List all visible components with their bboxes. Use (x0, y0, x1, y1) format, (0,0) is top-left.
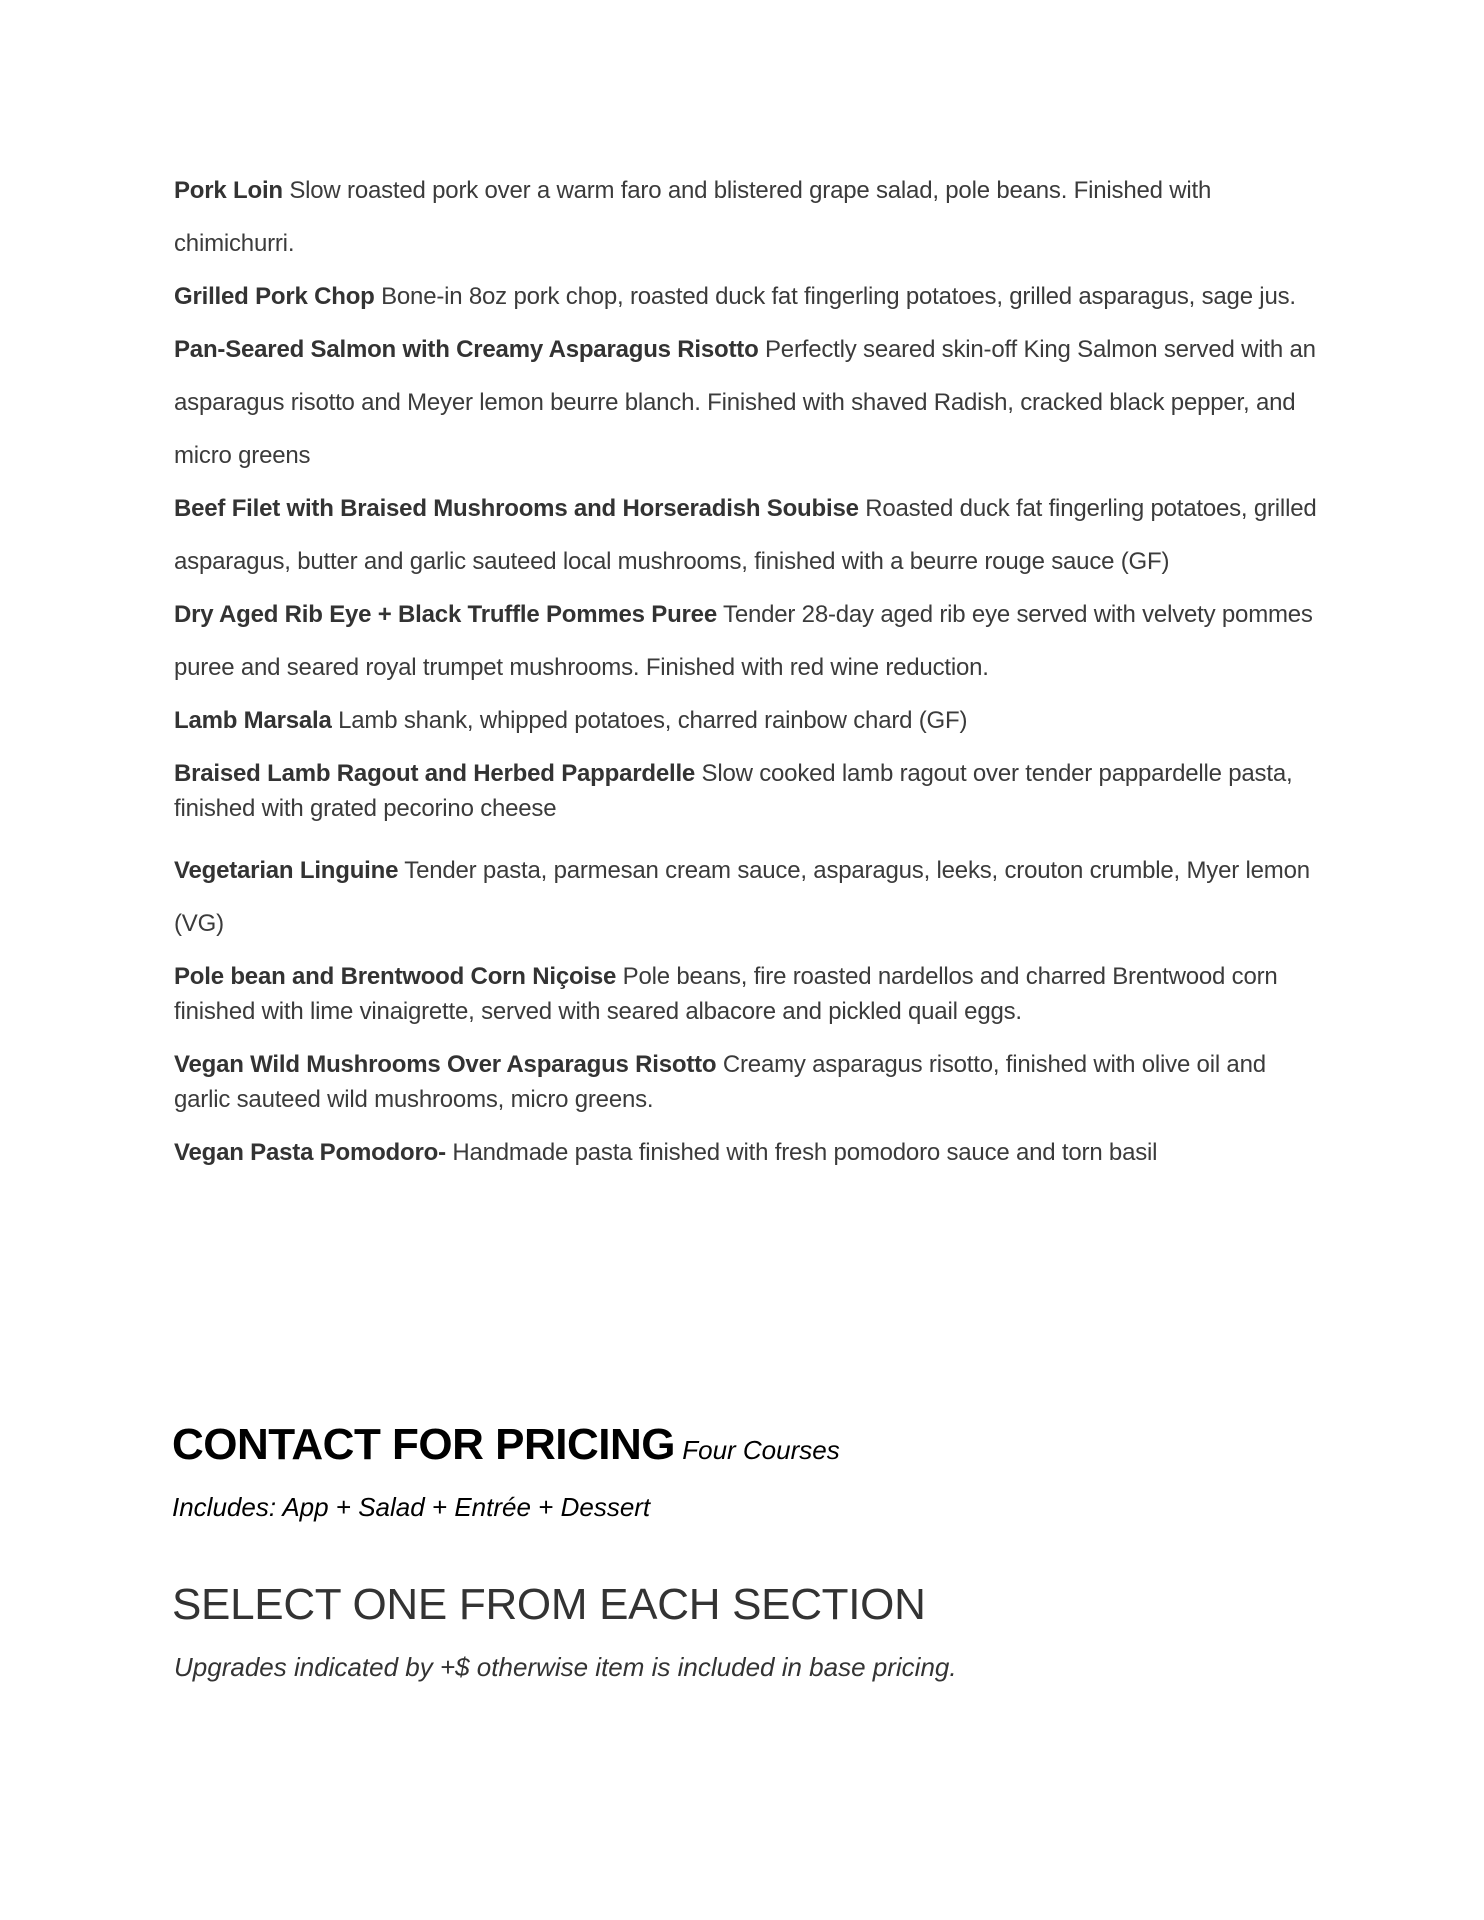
menu-item-vegan-wild-mushrooms (174, 1047, 1324, 1117)
menu-item-braised-lamb-ragout (174, 756, 1324, 826)
menu-item-name: Braised Lamb Ragout and Herbed Pappardelle (174, 760, 696, 787)
entree-list (174, 172, 1324, 1188)
menu-item-name: Dry Aged Rib Eye + Black Truffle Pommes Puree (174, 601, 717, 628)
menu-item-beef-filet (174, 482, 1324, 588)
menu-item-description: Tender 28-day aged rib eye served with velvety pommes puree and seared royal trumpet mushrooms. Finished with red wine reduction. (174, 601, 1313, 681)
upgrades-note: Upgrades indicated by +$ otherwise item is included in base pricing. (174, 1652, 957, 1682)
menu-item-name: Pan-Seared Salmon with Creamy Asparagus Risotto (174, 336, 759, 363)
menu-item-description: Bone-in 8oz pork chop, roasted duck fat fingerling potatoes, grilled asparagus, sage jus. (374, 283, 1296, 310)
menu-item-name: Pole bean and Brentwood Corn Niçoise (174, 963, 617, 990)
menu-item-vegetarian-linguine (174, 844, 1324, 950)
pricing-heading (172, 1420, 1322, 1470)
menu-item-name: Pork Loin (174, 177, 283, 204)
menu-item-description: Lamb shank, whipped potatoes, charred rainbow chard (GF) (331, 707, 968, 734)
menu-item-lamb-marsala (174, 694, 1324, 747)
menu-item-name: Grilled Pork Chop (174, 283, 375, 310)
select-heading: SELECT ONE FROM EACH SECTION (172, 1580, 926, 1629)
menu-item-description: Slow roasted pork over a warm faro and blistered grape salad, pole beans. Finished with chimichurri. (174, 177, 1212, 257)
menu-item-pole-bean-nicoise (174, 959, 1324, 1029)
menu-item-description: Tender pasta, parmesan cream sauce, asparagus, leeks, crouton crumble, Myer lemon (VG) (174, 857, 1310, 937)
menu-item-name: Beef Filet with Braised Mushrooms and Horseradish Soubise (174, 495, 859, 522)
menu-item-name: Vegan Wild Mushrooms Over Asparagus Risotto (174, 1051, 717, 1078)
menu-item-name: Vegetarian Linguine (174, 857, 399, 884)
menu-item-pan-seared-salmon (174, 323, 1324, 482)
menu-item-name: Lamb Marsala (174, 707, 332, 734)
pricing-title: CONTACT FOR PRICING (172, 1420, 675, 1469)
menu-item-description: Perfectly seared skin-off King Salmon served with an asparagus risotto and Meyer lemon beurre blanch. Finished with shaved Radish, cracked black pepper, and micro greens (174, 336, 1316, 469)
menu-item-dry-aged-rib-eye (174, 588, 1324, 694)
menu-item-name: Vegan Pasta Pomodoro- (174, 1139, 446, 1166)
menu-item-description: Roasted duck fat fingerling potatoes, grilled asparagus, butter and garlic sauteed local mushrooms, finished with a beurre rouge sauce (GF) (174, 495, 1317, 575)
menu-item-description: Pole beans, fire roasted nardellos and charred Brentwood corn finished with lime vinaigrette, served with seared albacore and pickled quail eggs. (174, 963, 1278, 1025)
menu-item-grilled-pork-chop (174, 270, 1324, 323)
menu-item-description: Handmade pasta finished with fresh pomodoro sauce and torn basil (445, 1139, 1158, 1166)
pricing-includes: Includes: App + Salad + Entrée + Dessert (172, 1492, 651, 1522)
menu-item-pork-loin (174, 164, 1324, 270)
menu-item-description: Creamy asparagus risotto, finished with olive oil and garlic sauteed wild mushrooms, micro greens. (174, 1051, 1266, 1113)
menu-item-description: Slow cooked lamb ragout over tender pappardelle pasta, finished with grated pecorino cheese (174, 760, 1293, 822)
pricing-subtitle: Four Courses (675, 1435, 840, 1465)
menu-item-vegan-pasta-pomodoro (174, 1135, 1324, 1170)
